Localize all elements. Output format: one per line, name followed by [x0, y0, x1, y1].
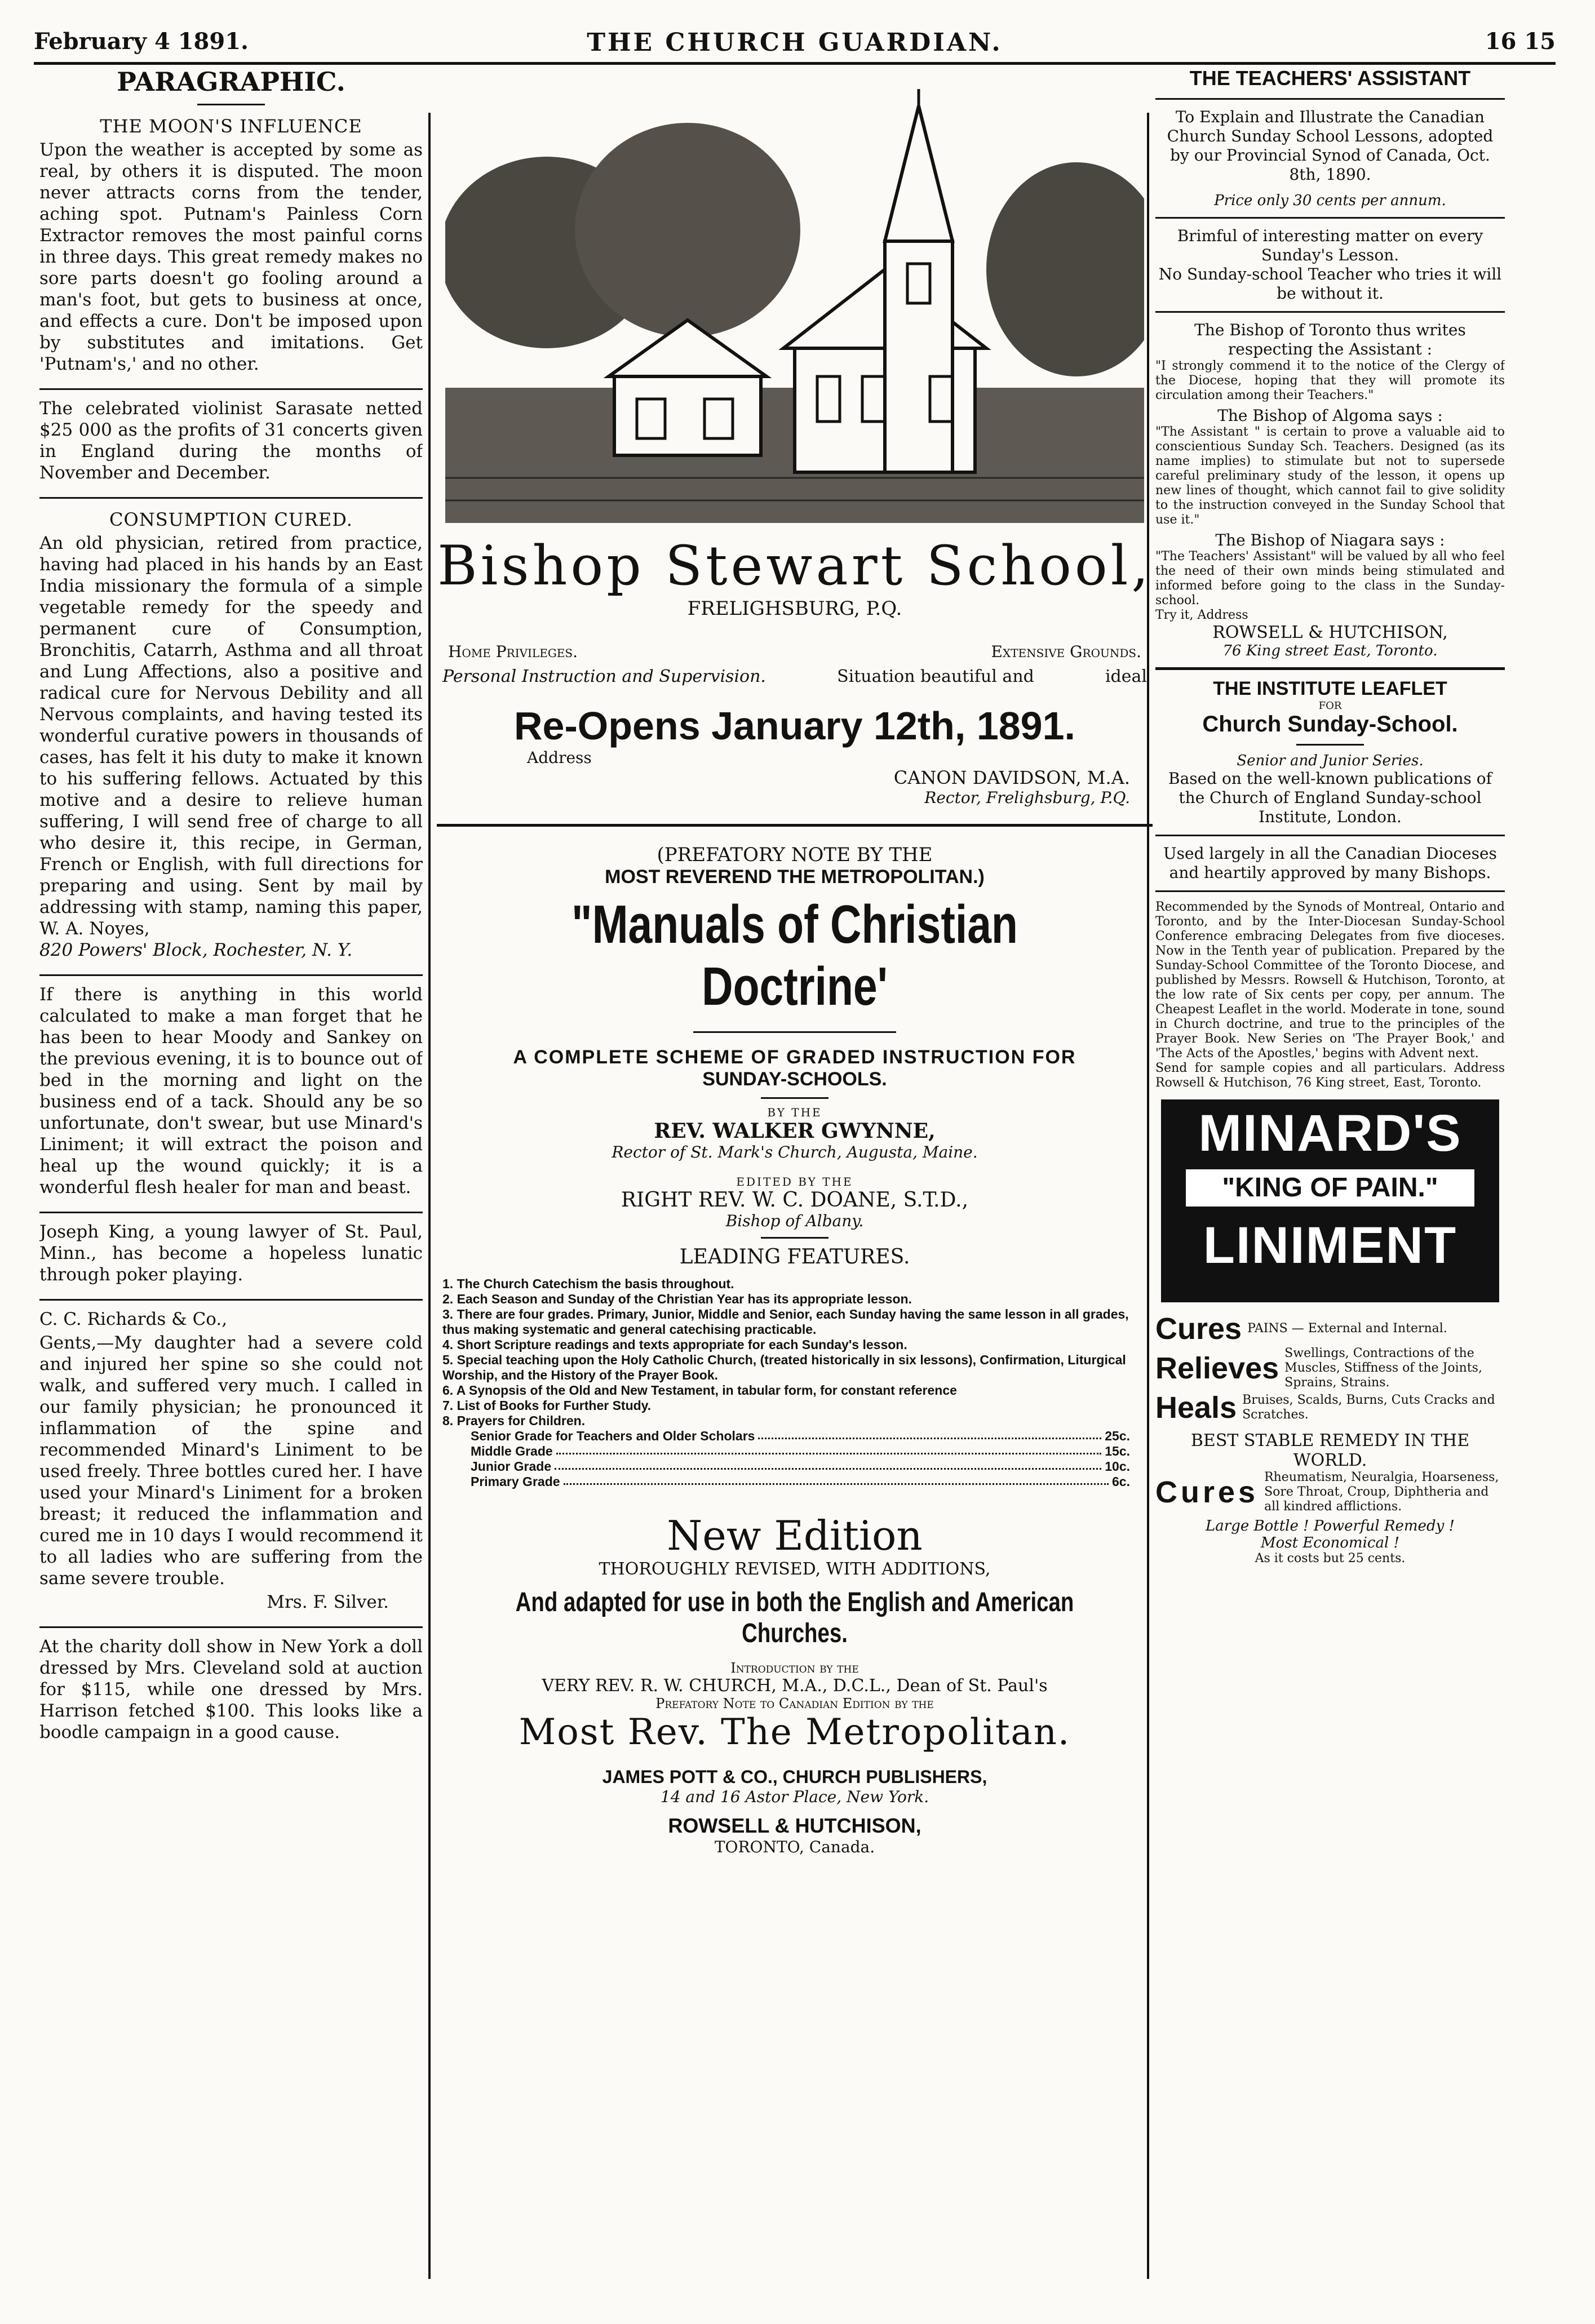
metropolitan-note: MOST REVEREND THE METROPOLITAN.) — [605, 866, 985, 888]
divider — [693, 1031, 896, 1033]
most-economical: Most Economical ! — [1261, 1534, 1399, 1551]
assistant-description: To Explain and Illustrate the Canadian Church Sunday School Lessons, adopted by our Provincial Synod of Canada, Oct. 8th, 1890. — [1167, 108, 1494, 184]
niagara-quote: "The Teachers' Assistant" will be valued by all who feel the need of their own minds being stimulated and informed before going to the class in the Sunday-school. — [1155, 549, 1505, 607]
edited-by: EDITED BY THE — [736, 1175, 853, 1188]
price-row — [471, 1444, 1130, 1459]
thoroughly-revised: THOROUGHLY REVISED, WITH ADDITIONS, — [599, 1559, 991, 1579]
rowsell-address: ROWSELL & HUTCHISON, — [1212, 623, 1448, 642]
relieves-detail: Swellings, Contractions of the Muscles, Stiffness of the Joints, Sprains, Strains. — [1284, 1346, 1482, 1390]
assistant-price: Price only 30 cents per annum. — [1214, 192, 1446, 209]
divider — [39, 1626, 423, 1628]
toronto-quote: "I strongly commend it to the notice of the Clergy of the Diocese, hoping that they will promote its circulation among their Teachers." — [1155, 359, 1505, 402]
middle-column — [437, 66, 1153, 2301]
prefatory-canadian: Prefatory Note to Canadian Edition by the — [655, 1696, 934, 1711]
divider — [197, 104, 265, 105]
divider — [1155, 667, 1505, 670]
leading-features-heading: LEADING FEATURES. — [679, 1245, 910, 1269]
large-bottle: Large Bottle ! Powerful Remedy ! — [1206, 1518, 1455, 1534]
feature-item: 6. A Synopsis of the Old and New Testament, in tabular form, for constant reference — [442, 1383, 957, 1398]
masthead-title: THE CHURCH GUARDIAN. — [587, 28, 1003, 57]
divider — [437, 824, 1153, 827]
minards-liniment-banner — [1161, 1099, 1499, 1302]
issue-date: February 4 1891. — [34, 28, 249, 55]
feature-item: 2. Each Season and Sunday of the Christian Year has its appropriate lesson. — [442, 1292, 912, 1306]
reopens-headline: Re-Opens January 12th, 1891. — [514, 704, 1075, 748]
best-stable-remedy: BEST STABLE REMEDY IN THE WORLD. — [1190, 1431, 1470, 1470]
features-list — [437, 1276, 1153, 1429]
try-it: Try it, Address — [1155, 608, 1248, 622]
complete-scheme: A COMPLETE SCHEME OF GRADED INSTRUCTION FOR — [513, 1046, 1076, 1068]
costs-text: As it costs but 25 cents. — [1255, 1551, 1406, 1565]
brimful-text: Brimful of interesting matter on every Sunday's Lesson. — [1177, 227, 1483, 264]
divider — [1155, 835, 1505, 836]
consumption-address: 820 Powers' Block, Rochester, N. Y. — [39, 940, 353, 960]
divider — [1155, 98, 1505, 100]
introduction-by: Introduction by the — [730, 1660, 859, 1676]
sunday-schools-line: SUNDAY-SCHOOLS. — [702, 1068, 887, 1090]
dean-church: VERY REV. R. W. CHURCH, M.A., D.C.L., Dean of St. Paul's — [542, 1676, 1048, 1696]
by-the: BY THE — [767, 1106, 822, 1119]
bishop-doane: RIGHT REV. W. C. DOANE, S.T.D., — [621, 1188, 969, 1212]
moody-paragraph: If there is anything in this world calculated to make a man forget that he has been to hear Moody and Sankey on the previous evening, it is to bounce out of bed in the morning and light on the business end of a tack. Should any be so unfortunate, don't swear, but use Minard's Liniment; it will extract the poison and heal up the wound quickly; it is a wonderful flesh healer for man and beast. — [39, 984, 423, 1198]
adapted-for-use: And adapted for use in both the English and American Churches. — [515, 1587, 1074, 1648]
james-pott: JAMES POTT & CO., CHURCH PUBLISHERS, — [602, 1767, 987, 1787]
relieves-line — [1155, 1346, 1505, 1390]
teachers-assistant-title: THE TEACHERS' ASSISTANT — [1189, 66, 1471, 90]
richards-salutation: C. C. Richards & Co., — [39, 1309, 228, 1329]
rector-frelighsburg: Rector, Frelighsburg, P.Q. — [924, 788, 1130, 807]
church-sunday-school: Church Sunday-School. — [1202, 712, 1458, 737]
page-number: 16 15 — [1485, 28, 1556, 55]
paragraphic-heading: PARAGRAPHIC. — [117, 66, 345, 97]
price-list — [437, 1429, 1153, 1489]
grade-name: Senior Grade for Teachers and Older Scholars — [471, 1429, 755, 1443]
extensive-grounds: Extensive Grounds. — [991, 642, 1141, 661]
manuals-title: "Manuals of Christian Doctrine' — [571, 894, 1018, 1017]
feature-item: 3. There are four grades. Primary, Junior, Middle and Senior, each Sunday having the same lesson in all grades, thus making systematic and general catechising practicable. — [442, 1307, 1129, 1337]
grade-price: 15c. — [1105, 1444, 1130, 1458]
price-row — [471, 1459, 1130, 1474]
king-street: 76 King street East, Toronto. — [1222, 642, 1438, 659]
feature-item: 8. Prayers for Children. — [442, 1413, 586, 1428]
school-place: FRELIGHSBURG, P.Q. — [687, 597, 902, 620]
moon-title: THE MOON'S INFLUENCE — [100, 116, 362, 137]
relieves-word: Relieves — [1155, 1351, 1279, 1385]
cures-second-line — [1155, 1470, 1505, 1514]
feature-item: 5. Special teaching upon the Holy Catholic Church, (treated historically in six lessons), Confirmation, Liturgical Worship, and the History of the Prayer Book. — [442, 1352, 1126, 1382]
left-column — [39, 66, 423, 2301]
minard-liniment: LINIMENT — [1203, 1217, 1457, 1274]
doll-paragraph: At the charity doll show in New York a doll dressed by Mrs. Cleveland sold at auction for $115, while one dressed by Mrs. Harrison fetched $100. This looks like a boodle campaign in a good cause. — [39, 1636, 423, 1742]
home-privileges: Home Privileges. — [448, 642, 578, 661]
situation-text: Situation beautiful and — [837, 667, 1034, 686]
feature-item: 7. List of Books for Further Study. — [442, 1398, 652, 1413]
rector-st-marks: Rector of St. Mark's Church, Augusta, Maine. — [612, 1143, 978, 1161]
divider — [761, 1097, 828, 1099]
bishop-niagara: The Bishop of Niagara says : — [1215, 531, 1445, 549]
right-column — [1155, 66, 1505, 2301]
heals-word: Heals — [1155, 1391, 1237, 1425]
divider — [1155, 217, 1505, 219]
grade-name: Junior Grade — [471, 1459, 552, 1474]
richards-letter: Gents,—My daughter had a severe cold and injured her spine so she could not walk, and suffered very much. I called in our family physician; he pronounced it inflammation of the spine and recommended Minard's Liniment to be used freely. Three bottles cured her. I have used your Minard's Liniment for a broken breast; it reduced the inflammation and cured me in 10 days I would recommend it to all ladies who are suffering from the same severe trouble. — [39, 1333, 423, 1589]
cures-word-second: Cures — [1155, 1475, 1259, 1509]
send-for-samples: Send for sample copies and all particulars. Address Rowsell & Hutchison, 76 King street, East, Toronto. — [1155, 1061, 1505, 1090]
grade-price: 10c. — [1105, 1459, 1130, 1474]
address-label: Address — [527, 748, 592, 767]
algoma-quote: "The Assistant " is certain to prove a valuable aid to conscientious Sunday Sch. Teachers. Designed (as its name implies) to stimulate but not to supersede careful preliminary study of the lesson, it opens up new lines of thought, which cannot fail to give solidity to the instruction conveyed in the Sunday School that use it." — [1155, 425, 1505, 527]
leaflet-for: FOR — [1318, 700, 1342, 712]
divider — [39, 1212, 423, 1213]
heals-line — [1155, 1390, 1505, 1425]
based-on-text: Based on the well-known publications of the Church of England Sunday-school Institute, London. — [1168, 769, 1492, 826]
divider — [1296, 744, 1364, 746]
price-row — [471, 1429, 1130, 1444]
church-school-engraving — [445, 83, 1144, 523]
page-header — [34, 23, 1556, 65]
astor-place: 14 and 16 Astor Place, New York. — [660, 1788, 929, 1806]
divider — [1155, 311, 1505, 313]
no-teacher-text: No Sunday-school Teacher who tries it will be without it. — [1158, 265, 1502, 303]
personal-instruction: Personal Instruction and Supervision. — [442, 667, 766, 686]
school-name: Bishop Stewart School, — [437, 534, 1152, 597]
consumption-title: CONSUMPTION CURED. — [109, 509, 353, 530]
rev-gwynne: REV. WALKER GWYNNE, — [654, 1119, 936, 1143]
minard-name: MINARD'S — [1198, 1105, 1462, 1162]
feature-item: 1. The Church Catechism the basis throughout. — [442, 1276, 734, 1291]
divider — [39, 974, 423, 976]
king-paragraph: Joseph King, a young lawyer of St. Paul, Minn., has become a hopeless lunatic through poker playing. — [39, 1222, 423, 1285]
price-row — [471, 1474, 1130, 1489]
recommended-text: Recommended by the Synods of Montreal, Ontario and Toronto, and by the Inter-Diocesan Sunday-School Conference embracing Delegates from five dioceses. Now in the Tenth year of publication. Prepared by the Sunday-School Committee of the Toronto Diocese, and published by Messrs. Rowsell & Hutchison, Toronto, at the low rate of Six cents per copy, per annum. The Cheapest Leaflet in the world. Moderate in tone, sound in Church doctrine, and true to the principles of the Prayer Book. New Series on 'The Prayer Book,' and 'The Acts of the Apostles,' begins with Advent next. — [1155, 900, 1505, 1061]
canon-davidson: CANON DAVIDSON, M.A. — [893, 767, 1130, 788]
column-rule-left — [428, 113, 431, 2279]
richards-signature: Mrs. F. Silver. — [267, 1592, 389, 1612]
divider — [39, 388, 423, 390]
toronto-canada: TORONTO, Canada. — [714, 1838, 875, 1856]
cures-detail: PAINS — External and Internal. — [1247, 1321, 1447, 1336]
bishop-toronto: The Bishop of Toronto thus writes respecting the Assistant : — [1194, 321, 1466, 358]
violinist-paragraph: The celebrated violinist Sarasate netted $25 000 as the profits of 31 concerts given in England during the months of November and December. — [39, 398, 423, 483]
heals-detail: Bruises, Scalds, Burns, Cuts Cracks and Scratches. — [1242, 1393, 1495, 1422]
grade-price: 25c. — [1105, 1429, 1130, 1443]
consumption-paragraph: An old physician, retired from practice, having had placed in his hands by an East India missionary the formula of a simple vegetable remedy for the speedy and permanent cure of Consumption, Bronchitis, Catarrh, Asthma and all throat and Lung Affections, also a positive and radical cure for Nervous Debility and all Nervous complaints, and having tested its wonderful curative powers in thousands of cases, has felt it his duty to make it known to his suffering fellows. Actuated by this motive and a desire to relieve human suffering, I will send free of charge to all who desire it, this recipe, in German, French or English, with full directions for preparing and using. Sent by mail by addressing with stamp, naming this paper, W. A. Noyes, — [39, 533, 423, 939]
bishop-algoma: The Bishop of Algoma says : — [1217, 406, 1443, 425]
divider — [1155, 890, 1505, 892]
new-edition: New Edition — [667, 1512, 923, 1559]
divider — [761, 1237, 828, 1239]
institute-leaflet-title: THE INSTITUTE LEAFLET — [1213, 678, 1447, 699]
divider — [39, 1299, 423, 1301]
moon-paragraph: Upon the weather is accepted by some as real, by others it is disputed. The moon never attracts corns from the tender, aching spot. Putnam's Painless Corn Extractor removes the most painful corns in three days. This great remedy makes no sore parts doesn't go fooling around a man's foot, but gets to business at once, and effects a cure. Don't be imposed upon by substitutes and imitations. Get 'Putnam's,' and no other. — [39, 140, 423, 374]
grade-name: Primary Grade — [471, 1474, 560, 1489]
bishop-of-albany: Bishop of Albany. — [725, 1212, 864, 1230]
rowsell-hutchison: ROWSELL & HUTCHISON, — [668, 1814, 921, 1837]
grade-name: Middle Grade — [471, 1444, 553, 1458]
prefatory-note: (PREFATORY NOTE BY THE — [657, 844, 933, 866]
grade-price: 6c. — [1112, 1474, 1130, 1489]
series-text: Senior and Junior Series. — [1237, 752, 1424, 769]
feature-item: 4. Short Scripture readings and texts appropriate for each Sunday's lesson. — [442, 1337, 907, 1352]
cures-word: Cures — [1155, 1312, 1242, 1346]
ideal-text: ideal — [1105, 667, 1147, 686]
cures-line — [1155, 1311, 1505, 1346]
divider — [39, 497, 423, 499]
cures-second-detail: Rheumatism, Neuralgia, Hoarseness, Sore Throat, Croup, Diphtheria and all kindred afflictions. — [1264, 1470, 1499, 1514]
minard-slogan: "KING OF PAIN." — [1184, 1167, 1477, 1209]
used-largely-text: Used largely in all the Canadian Dioceses and heartily approved by many Bishops. — [1163, 844, 1497, 882]
most-rev-metropolitan: Most Rev. The Metropolitan. — [519, 1711, 1071, 1753]
